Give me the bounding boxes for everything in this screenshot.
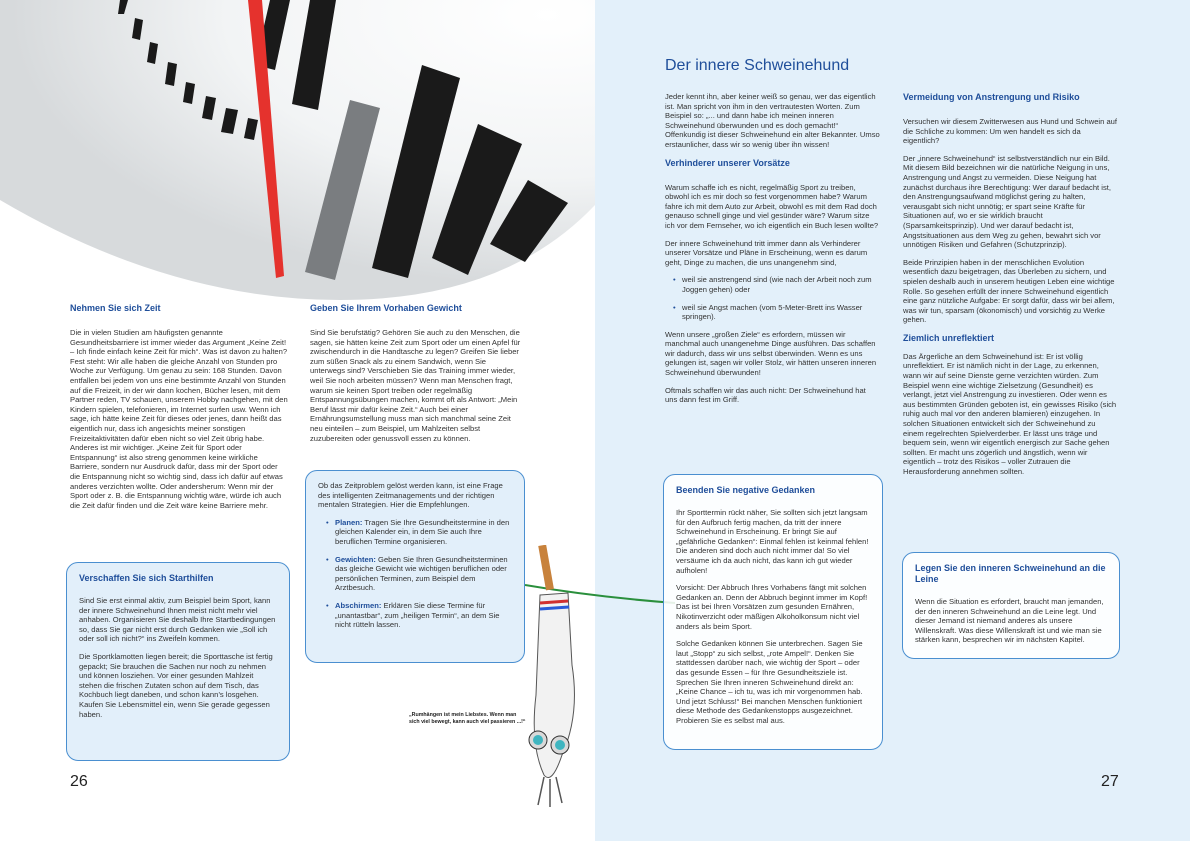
list-item [326, 601, 512, 630]
list-item: • weil sie Angst machen (vom 5-Meter-Brett ins Wasser springen). [673, 303, 880, 322]
section-text: Die in vielen Studien am häufigsten genannte Gesundheitsbarriere ist immer wieder das Argument „Keine Zeit! – Ich finde einfach keine Zeit für mich“. Was ist davon zu halten? Fest steht: Wir alle haben die gleiche Anzahl von Stunden pro Woche zur Verfügung. Um genau zu sein: 168 Stunden. Davon entfallen bei jedem von uns eine bestimmte Anzahl von Stunden auf die Freizeit, in der wir dann kochen, Bücher lesen, mit dem Partner reden, TV schauen, unserem Hobby nachgehen, mit den Kindern spielen, telefonieren, im Internet surfen usw. Wenn ich sage, ich hätte keine Zeit für dieses oder jenes, dann heißt das eigentlich nur, dass ich angesichts meiner sonstigen Freizeitaktivitäten dafür eben nicht so viel Zeit übrig habe. Anderes ist mir wichtiger. „Keine Zeit für Sport oder Entspannung“ ist also streng genommen keine wirkliche Barriere, sondern nur Ausdruck dafür, dass mir der Sport oder die Entspannung nicht so wichtig sind, dass ich dafür auf etwas anderes verzichten wollte. Oder andersherum: Wenn mir der Sport oder z. B. die Entspannung wichtig wäre, würde ich auch die Zeit dafür finden und die Zeit wäre keine Barriere mehr. [70, 328, 288, 510]
section-text: Warum schaffe ich es nicht, regelmäßig Sport zu treiben, obwohl ich es mir doch so fest vorgenommen habe? Warum fahre ich mit dem Auto zur Arbeit, obwohl es mit dem Rad doch genauso schnell ginge und viel gesünder wäre? Warum sitze ich vor dem Fernseher, wo ich eigentlich ein Buch lesen wollte? [665, 182, 879, 230]
item-text: Tragen Sie Ihre Gesundheitstermine in den gleichen Kalender ein, in dem Sie auch Ihre beruflichen Termine organisieren. [335, 517, 510, 546]
section-text: Der „innere Schweinehund“ ist selbstverständlich nur ein Bild. Mit diesem Bild bezeichnen wir die natürliche Neigung in uns, Anstrengung und Angst zu vermeiden. Diese Neigung hat zunächst durchaus ihre Berechtigung: Wer darauf bedacht ist, den Anstrengungsaufwand möglichst gering zu halten, verausgabt sich nicht unnötig; er spart seine Kräfte für Situationen auf, wo er sie wirklich braucht (Sparsamkeitsprinzip). Und wer darauf bedacht ist, Angstsituationen aus dem Weg zu gehen, bewahrt sich vor unnötigen Risiken und Gefahren (Schutzprinzip). [903, 153, 1111, 250]
section-schweinehund [665, 92, 880, 413]
leash-box [902, 552, 1120, 659]
recommendation-list [318, 518, 512, 630]
box-heading: Verschaffen Sie sich Starthilfen [79, 573, 214, 583]
page-number-left: 26 [70, 773, 88, 790]
item-label: Planen: [335, 517, 363, 527]
illustration-caption: „Rumhängen ist mein Liebstes. Wenn man sich viel bewegt, kann auch viel passieren ...!“ [409, 712, 526, 725]
box-paragraph: Sind Sie erst einmal aktiv, zum Beispiel beim Sport, kann der innere Schweinehund Ihnen meist nicht mehr viel anhaben. Organisieren Sie deshalb Ihre Startbedingungen so, dass Sie gar nicht erst durch Gedanken wie „Soll ich oder soll ich nicht?“ ins Zweifeln kommen. [79, 596, 276, 644]
time-management-box [305, 470, 525, 663]
list-item: • weil sie anstrengend sind (wie nach der Arbeit noch zum Joggen gehen) oder [673, 275, 880, 294]
reason-list [665, 275, 880, 321]
item-label: Abschirmen: [335, 600, 382, 610]
section-text: Sind Sie berufstätig? Gehören Sie auch zu den Menschen, die sagen, sie hätten keine Zeit zum Sport oder um einen Apfel für zwischendurch in die Handtasche zu legen? Greifen Sie lieber zum süßen Snack als zu einem Sandwich, wenn Sie unterwegs sind? Verschieben Sie das Training immer wieder, weil Sie noch arbeiten müssen? Wenn man Menschen fragt, warum sie keinen Sport treiben oder regelmäßig Entspannungsübungen machen, kommt oft als Antwort: „Mein Beruf lässt mir dafür keine Zeit.“ Auch bei einer Ernährungsumstellung muss man sich manchmal seine Zeit neu einteilen – zum Beispiel, um Mahlzeiten selbst zuzubereiten oder genussvoll essen zu können. [310, 328, 521, 443]
list-item [326, 555, 512, 593]
item-text: Geben Sie Ihren Gesundheitsterminen das gleiche Gewicht wie wichtigen beruflichen oder persönlichen Terminen, zum Beispiel dem Arztbesuch. [335, 554, 508, 593]
section-text: Versuchen wir diesem Zwitterwesen aus Hund und Schwein auf die Schliche zu kommen: Um wen handelt es sich da eigentlich? [903, 117, 1118, 146]
box-paragraph: Vorsicht: Der Abbruch Ihres Vorhabens fängt mit solchen Gedanken an. Denn der Abbruch beginnt immer im Kopf! Das ist bei Ihren Vorsätzen zum gesunden Ernähren, Nikotinverzicht oder mäßigen Alkoholkonsum nicht viel anders als beim Sport. [676, 583, 868, 631]
list-item [326, 518, 512, 547]
section-heading: Vermeidung von Anstrengung und Risiko [903, 92, 1080, 102]
starthilfen-box [66, 562, 290, 761]
box-heading: Beenden Sie negative Gedanken [676, 485, 816, 495]
box-paragraph: Ihr Sporttermin rückt näher, Sie sollten sich jetzt langsam für den Aufbruch fertig machen, da tritt der innere Schweinehund in Erscheinung. Er bringt Sie auf „gefährliche Gedanken“: Einmal fehlen ist keinmal fehlen! Die anderen sind doch auch nicht immer da! So viel versäume ich da auch nicht, das kann ich gut wieder aufholen! [676, 508, 869, 575]
clock-illustration [0, 0, 595, 300]
section-text: Der innere Schweinehund tritt immer dann als Verhinderer unserer Vorsätze und Pläne in Erscheinung, wenn es darum geht, Dinge zu machen, die uns unangenehm sind, [665, 238, 868, 267]
negative-thoughts-box [663, 474, 883, 750]
section-heading: Ziemlich unreflektiert [903, 332, 995, 343]
page-number-right: 27 [1101, 773, 1119, 790]
section-text: Das Ärgerliche an dem Schweinehund ist: Er ist völlig unreflektiert. Er ist nämlich nicht in der Lage, zu erkennen, wann wir auf seine Dienste gerne verzichten würden. Zum Beispiel wenn eine wichtige Zielsetzung (Gesundheit) es verlangt, jetzt viel Anstrengung zu investieren. Oder wenn es aus bestimmten Gründen geboten ist, ein gewisses Risiko (sich ruhig auch mal vor den anderen blamieren) einzugehen. In solchen Situationen entwickelt sich der Schweinehund zu einem regelrechten Spielverderber. Er lässt uns träge und bequem sein, wenn wir eigentlich energisch zur Sache gehen sollten. Er macht uns zögerlich und ängstlich, wenn wir eigentlich – trotz des Risikos – voller Zutrauen die Herausforderung annehmen sollten. [903, 351, 1117, 476]
section-heading: Nehmen Sie sich Zeit [70, 303, 161, 313]
section-text: Wenn unsere „großen Ziele“ es erfordern, müssen wir manchmal auch unangenehme Dinge ausführen. Das schaffen wir dadurch, dass wir uns selbst überwinden. Wenn es uns gelungen ist, sagen wir voller Stolz, wir hätten unseren inneren Schweinehund überwunden! [665, 329, 877, 378]
section-text: Beide Prinzipien haben in der menschlichen Evolution wesentlich dazu beigetragen, das Überleben zu sichern, und spielen deshalb auch in unserem heutigen Leben eine wichtige Rolle. So gesehen erfüllt der innere Schweinehund eigentlich eine ganz nützliche Aufgabe: Er sorgt dafür, dass wir bei allem, was wir tun, sparsam (ökonomisch) und vorsichtig zu Werke gehen. [903, 257, 1115, 325]
item-text: Erklären Sie diese Termine für „unantastbar“, zum „heiligen Termin“, an dem Sie nicht rütteln lassen. [335, 600, 500, 630]
item-label: Gewichten: [335, 554, 376, 564]
section-heading: Verhinderer unserer Vorsätze [665, 157, 790, 168]
box-paragraph: Wenn die Situation es erfordert, braucht man jemanden, der den inneren Schweinehund an die Leine legt. Und dieser Jemand ist niemand anderes als unsere Willenskraft. Was diese Willenskraft ist und wie man sie stärken kann, besprechen wir im nächsten Kapitel. [915, 597, 1104, 645]
box-paragraph: Die Sportklamotten liegen bereit; die Sporttasche ist fertig gepackt; Sie brauchen die Sachen nur noch zu nehmen und können losziehen. Vor einer gesunden Mahlzeit stehen die frischen Zutaten schon auf dem Tisch, das Kochbuch liegt daneben, und schon kann’s losgehen. Kaufen Sie Lebensmittel ein, wenn Sie gerade gegessen haben. [79, 651, 273, 719]
section-heading: Geben Sie Ihrem Vorhaben Gewicht [310, 303, 462, 313]
box-heading: Legen Sie den inneren Schweinehund an die Leine [915, 563, 1106, 584]
section-text: Oftmals schaffen wir das auch nicht: Der Schweinehund hat uns dann fest im Griff. [665, 385, 866, 405]
page-title: Der innere Schweinehund [665, 57, 850, 74]
intro-text: Jeder kennt ihn, aber keiner weiß so genau, wer das eigentlich ist. Man spricht von ihm in den vertrautesten Worten. Zum Beispiel so: „... und dann habe ich meinen inneren Schweinehund überwunden und es doch gemacht!“ Offenkundig ist dieser Schweinehund ein alter Bekannter. Umso erstaunlicher, dass wir so wenig über ihn wissen! [665, 92, 880, 149]
section-time [70, 303, 288, 518]
box-paragraph: Solche Gedanken können Sie unterbrechen. Sagen Sie laut „Stopp“ zu sich selbst, „rote Ampel!“. Denken Sie stattdessen darüber nach, wie wichtig der Sport – oder das gesunde Essen – für Ihre Gesundheitsziele ist. Sprechen Sie Ihren inneren Schweinehund direkt an: „Keine Chance – ich tu, was ich mir vorgenommen hab. Und jetzt Schluss!“ Bei manchen Menschen funktioniert diese Methode des Gedankenstopps ausgezeichnet. Probieren Sie es selbst mal aus. [676, 639, 863, 725]
section-weight [310, 303, 522, 451]
sock-character-illustration [522, 545, 592, 825]
box-intro: Ob das Zeitproblem gelöst werden kann, ist eine Frage des intelligenten Zeitmanagements und der richtigen mentalen Strategien. Hier die Empfehlungen. [318, 481, 503, 510]
section-avoidance [903, 92, 1118, 485]
